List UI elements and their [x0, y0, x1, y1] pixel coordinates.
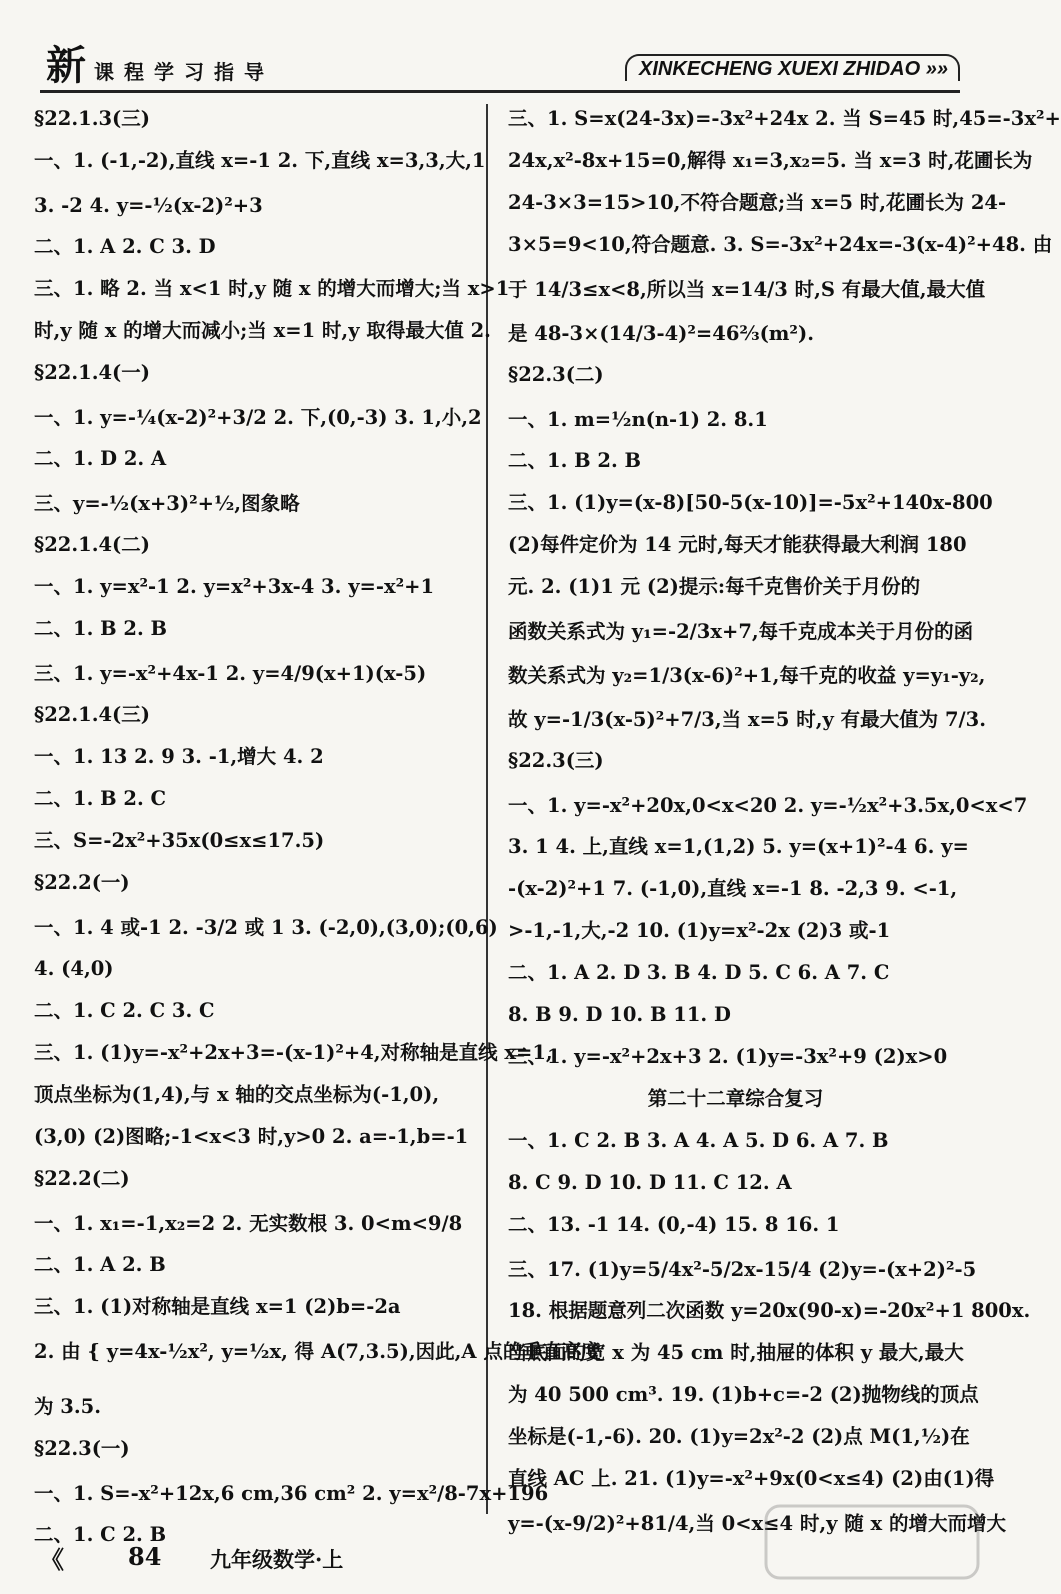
watermark-icon: [762, 1502, 982, 1582]
text-line: 8. B 9. D 10. B 11. D: [508, 1003, 731, 1026]
text-line: 三、1. (1)y=(x-8)[50-5(x-10)]=-5x²+140x-800: [508, 491, 993, 514]
text-line: 时,y 随 x 的增大而减小;当 x=1 时,y 取得最大值 2.: [34, 319, 491, 342]
text-line: 3. -2 4. y=-½(x-2)²+3: [34, 194, 263, 217]
section-heading: §22.1.4(一): [34, 361, 151, 384]
section-heading: §22.2(二): [34, 1167, 130, 1190]
page-header: [40, 44, 960, 93]
text-line: 一、1. S=-x²+12x,6 cm,36 cm² 2. y=x²/8-7x+196: [34, 1482, 549, 1505]
text-line: 坐标是(-1,-6). 20. (1)y=2x²-2 (2)点 M(1,½)在: [508, 1425, 970, 1448]
text-line: 顶点坐标为(1,4),与 x 轴的交点坐标为(-1,0),: [34, 1083, 440, 1106]
chevrons-icon: »»: [925, 58, 948, 80]
book-title: 九年级数学·上: [210, 1547, 344, 1572]
text-line: 二、1. C 2. B: [34, 1523, 167, 1546]
text-line: 三、1. (1)y=-x²+2x+3=-(x-1)²+4,对称轴是直线 x=1,: [34, 1041, 553, 1064]
brand-logo-char: 新: [46, 42, 86, 89]
section-heading: §22.3(二): [508, 363, 604, 386]
text-line: 三、1. y=-x²+2x+3 2. (1)y=-3x²+9 (2)x>0: [508, 1045, 948, 1068]
text-line: 一、1. 13 2. 9 3. -1,增大 4. 2: [34, 745, 324, 768]
text-line: 三、1. y=-x²+4x-1 2. y=4/9(x+1)(x-5): [34, 662, 427, 685]
section-heading: §22.3(一): [34, 1437, 130, 1460]
text-line: 一、1. y=-x²+20x,0<x<20 2. y=-½x²+3.5x,0<x<7: [508, 794, 1028, 817]
text-line: 二、1. A 2. C 3. D: [34, 235, 216, 258]
text-line: 二、1. A 2. D 3. B 4. D 5. C 6. A 7. C: [508, 961, 890, 984]
section-heading: §22.1.4(三): [34, 703, 151, 726]
text-line: 一、1. m=½n(n-1) 2. 8.1: [508, 408, 768, 431]
text-line: 一、1. (-1,-2),直线 x=-1 2. 下,直线 x=3,3,大,1: [34, 149, 486, 172]
watermark-logo: [762, 1502, 982, 1582]
text-line: 二、1. D 2. A: [34, 447, 167, 470]
text-line: 24x,x²-8x+15=0,解得 x₁=3,x₂=5. 当 x=3 时,花圃长为: [508, 149, 1033, 172]
text-line: 数关系式为 y₂=1/3(x-6)²+1,每千克的收益 y=y₁-y₂,: [508, 664, 986, 687]
text-line: 18. 根据题意列二次函数 y=20x(90-x)=-20x²+1 800x.: [508, 1299, 1031, 1322]
text-line: 三、17. (1)y=5/4x²-5/2x-15/4 (2)y=-(x+2)²-5: [508, 1258, 977, 1281]
text-line: 一、1. y=-¼(x-2)²+3/2 2. 下,(0,-3) 3. 1,小,2: [34, 406, 482, 429]
section-heading: §22.1.4(二): [34, 533, 151, 556]
text-line: 三、S=-2x²+35x(0≤x≤17.5): [34, 829, 325, 852]
text-line: 二、1. B 2. B: [34, 617, 168, 640]
brand-english: XINKECHENG XUEXI ZHIDAO »»: [625, 54, 960, 81]
text-line: y=-(x-9/2)²+81/4,当 0<x≤4 时,y 随 x 的增大而增大: [508, 1512, 1006, 1535]
text-line: (3,0) (2)图略;-1<x<3 时,y>0 2. a=-1,b=-1: [34, 1125, 469, 1148]
text-line: 为 3.5.: [34, 1395, 102, 1418]
text-line: 一、1. 4 或-1 2. -3/2 或 1 3. (-2,0),(3,0);(0,6): [34, 916, 498, 939]
text-line: 4. (4,0): [34, 957, 114, 980]
equation-system-line: 2. 由 { y=4x-½x², y=½x, 得 A(7,3.5),因此,A 点的垂直高度: [34, 1340, 601, 1363]
text-line: 元. 2. (1)1 元 (2)提示:每千克售价关于月份的: [508, 575, 921, 598]
text-line: 3×5=9<10,符合题意. 3. S=-3x²+24x=-3(x-4)²+48. 由: [508, 233, 1053, 256]
section-heading: §22.2(一): [34, 871, 130, 894]
text-line: 三、y=-½(x+3)²+½,图象略: [34, 492, 300, 515]
chapter-review-heading: 第二十二章综合复习: [647, 1087, 824, 1110]
text-line: §22.1.3(三): [34, 107, 151, 130]
text-line: 一、1. x₁=-1,x₂=2 2. 无实数根 3. 0<m<9/8: [34, 1212, 463, 1235]
text-line: (2)每件定价为 14 元时,每天才能获得最大利润 180: [508, 533, 967, 556]
text-line: 当底面的宽 x 为 45 cm 时,抽屉的体积 y 最大,最大: [508, 1341, 964, 1364]
text-line: -(x-2)²+1 7. (-1,0),直线 x=-1 8. -2,3 9. <-1,: [508, 877, 958, 900]
right-column: [508, 107, 1061, 1535]
page-number: 84: [128, 1542, 162, 1571]
text-line: 三、1. 略 2. 当 x<1 时,y 随 x 的增大而增大;当 x>1: [34, 277, 510, 300]
text-line: 是 48-3×(14/3-4)²=46⅔(m²).: [508, 322, 814, 345]
text-line: 三、1. S=x(24-3x)=-3x²+24x 2. 当 S=45 时,45=-3x²+: [508, 107, 1061, 130]
text-line: 3. 1 4. 上,直线 x=1,(1,2) 5. y=(x+1)²-4 6. y=: [508, 835, 969, 858]
text-line: 二、1. B 2. B: [508, 449, 642, 472]
text-line: 8. C 9. D 10. D 11. C 12. A: [508, 1171, 792, 1194]
text-line: 一、1. C 2. B 3. A 4. A 5. D 6. A 7. B: [508, 1129, 889, 1152]
text-line: 于 14/3≤x<8,所以当 x=14/3 时,S 有最大值,最大值: [508, 278, 986, 301]
text-line: 一、1. y=x²-1 2. y=x²+3x-4 3. y=-x²+1: [34, 575, 435, 598]
text-line: 为 40 500 cm³. 19. (1)b+c=-2 (2)抛物线的顶点: [508, 1383, 979, 1406]
back-arrow-icon: 《: [40, 1545, 64, 1574]
text-line: 直线 AC 上. 21. (1)y=-x²+9x(0<x≤4) (2)由(1)得: [508, 1467, 995, 1490]
text-line: 三、1. (1)对称轴是直线 x=1 (2)b=-2a: [34, 1295, 401, 1318]
text-line: 函数关系式为 y₁=-2/3x+7,每千克成本关于月份的函: [508, 620, 974, 643]
text-line: 二、1. A 2. B: [34, 1253, 166, 1276]
text-line: 二、13. -1 14. (0,-4) 15. 8 16. 1: [508, 1213, 840, 1236]
brand-title: 课程学习指导: [94, 60, 274, 84]
text-line: >-1,-1,大,-2 10. (1)y=x²-2x (2)3 或-1: [508, 919, 891, 942]
text-line: 二、1. B 2. C: [34, 787, 167, 810]
text-line: 二、1. C 2. C 3. C: [34, 999, 215, 1022]
text-line: 故 y=-1/3(x-5)²+7/3,当 x=5 时,y 有最大值为 7/3.: [508, 708, 986, 731]
text-line: 24-3×3=15>10,不符合题意;当 x=5 时,花圃长为 24-: [508, 191, 1007, 214]
section-heading: §22.3(三): [508, 749, 604, 772]
